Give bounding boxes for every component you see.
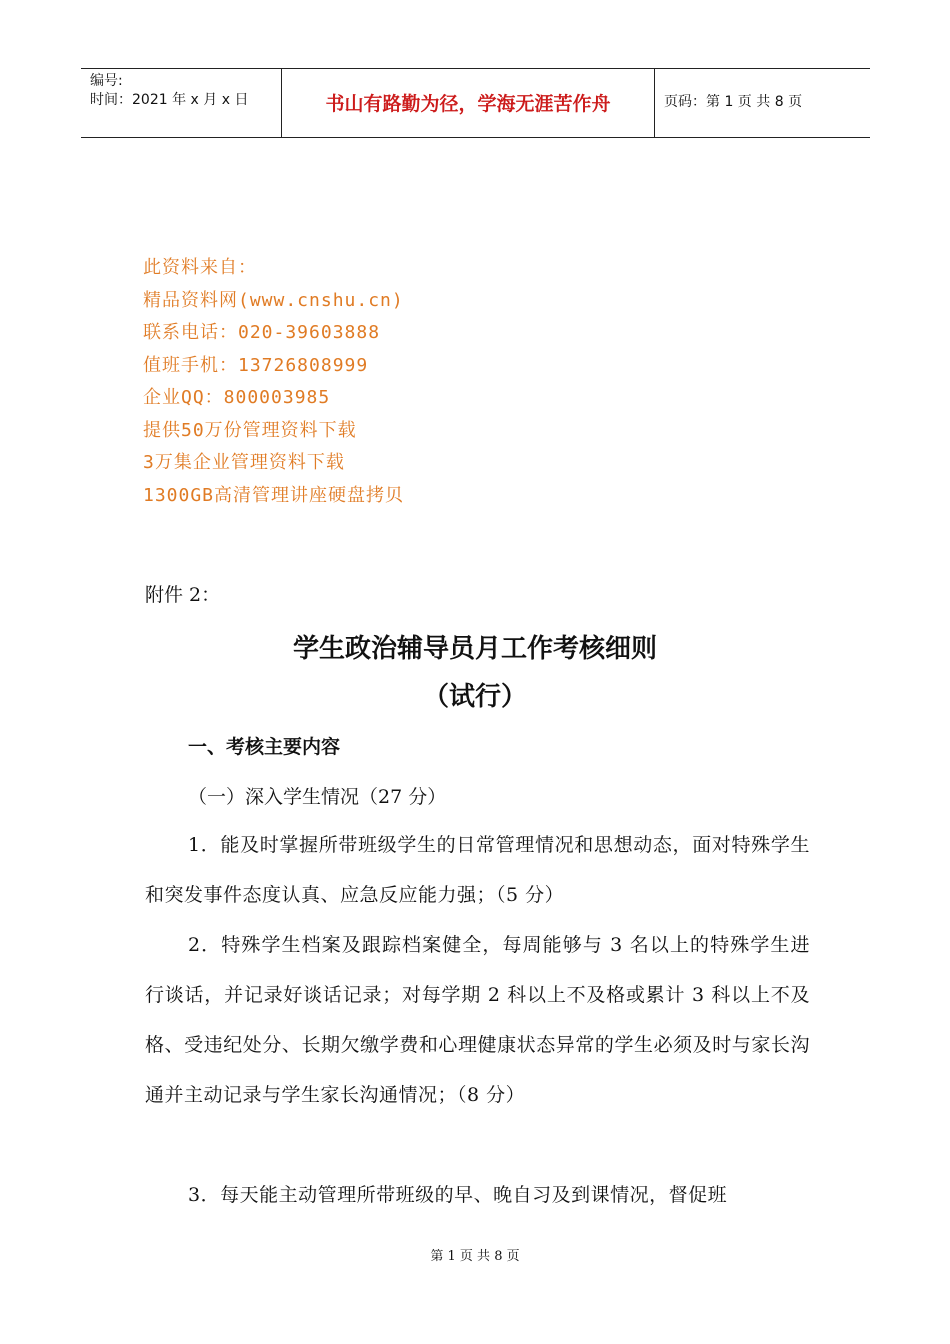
paragraph-1: 1．能及时掌握所带班级学生的日常管理情况和思想动态，面对特殊学生和突发事件态度认真、应急反应能力强；（5 分） — [145, 834, 810, 906]
header-table — [81, 68, 870, 138]
header-info-cell — [81, 69, 282, 137]
paragraph-2: 2．特殊学生档案及跟踪档案健全，每周能够与 3 名以上的特殊学生进行谈话，并记录好谈话记录；对每学期 2 科以上不及格或累计 3 科以上不及格、受违纪处分、长期欠缴学费和心理健康状态异常的学生必须及时与家长沟通并主动记录与学生家长沟通情况；（8 分） — [145, 934, 810, 1106]
page-footer: 第 1 页 共 8 页 — [430, 1249, 520, 1264]
paragraph-3: 3．每天能主动管理所带班级的早、晚自习及到课情况，督促班 — [188, 1184, 728, 1206]
source-line: 此资料来自： — [143, 257, 257, 278]
source-offer-3: 1300GB高清管理讲座硬盘拷贝 — [143, 484, 405, 506]
source-phone: 联系电话：020-39603888 — [143, 322, 381, 343]
motto: 书山有路勤为径，学海无涯苦作舟 — [325, 93, 611, 115]
document-number-label: 编号: — [90, 73, 123, 89]
header-motto-cell — [282, 69, 655, 137]
source-offer-2: 3万集企业管理资料下载 — [143, 452, 345, 473]
source-website[interactable]: 精品资料网(www.cnshu.cn) — [143, 289, 404, 311]
source-mobile: 值班手机：13726808999 — [143, 354, 369, 376]
document-date: 时间：2021 年 x 月 x 日 — [90, 92, 249, 108]
source-qq: 企业QQ：800003985 — [143, 387, 331, 408]
section-heading: 一、考核主要内容 — [188, 736, 341, 758]
document-title: 学生政治辅导员月工作考核细则 — [292, 634, 657, 664]
document-subtitle: （试行） — [422, 682, 527, 712]
source-offer-1: 提供50万份管理资料下载 — [143, 419, 357, 441]
header-page-cell — [655, 69, 870, 137]
attachment-label: 附件 2： — [145, 584, 221, 606]
subsection-heading: （一）深入学生情况（27 分） — [188, 786, 447, 808]
header-page-info: 页码：第 1 页 共 8 页 — [664, 94, 803, 110]
source-info-block — [143, 252, 404, 512]
